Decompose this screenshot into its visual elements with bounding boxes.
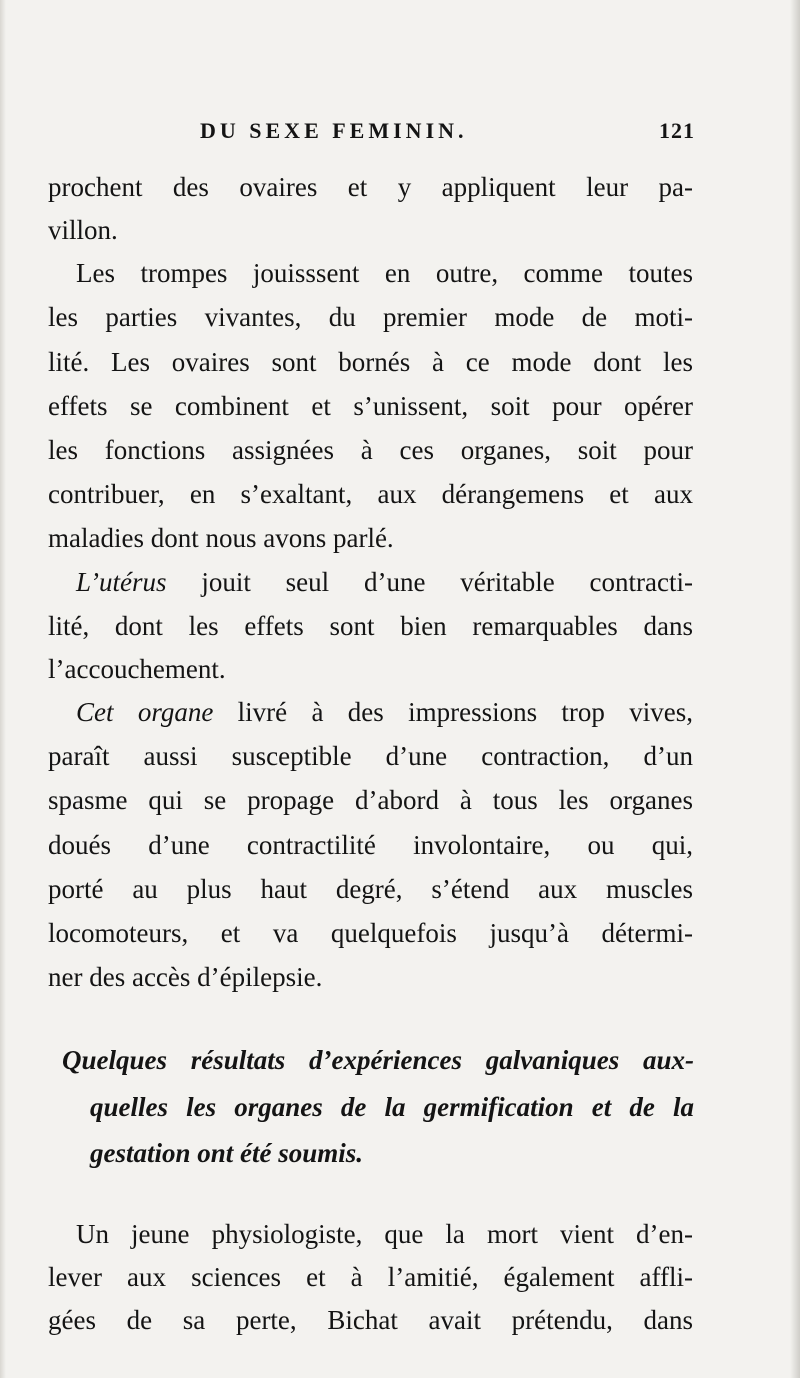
running-title: DU SEXE FEMININ.: [200, 118, 468, 143]
text-line: spasme qui se propage d’abord à tous les organes: [48, 785, 693, 815]
text-line: locomoteurs, et va quelquefois jusqu’à détermi-: [48, 918, 693, 948]
text-line: porté au plus haut degré, s’étend aux muscles: [48, 874, 693, 904]
text-line: lité, dont les effets sont bien remarquables dans: [48, 611, 693, 641]
text-line: [48, 692, 693, 732]
page-number: 121: [659, 118, 695, 143]
text-line: contribuer, en s’exaltant, aux dérangemens et aux: [48, 479, 693, 509]
text-line: lité. Les ovaires sont bornés à ce mode dont les: [48, 347, 693, 377]
text-line: effets se combinent et s’unissent, soit pour opérer: [48, 391, 693, 421]
text-line: paraît aussi susceptible d’une contraction, d’un: [48, 741, 693, 771]
text-line: ner des accès d’épilepsie.: [48, 962, 323, 992]
text-line: villon.: [48, 215, 118, 245]
text-line: prochent des ovaires et y appliquent leur pa-: [48, 172, 693, 202]
section-heading-line: Quelques résultats d’expériences galvaniques aux-: [62, 1045, 694, 1075]
text-line: les fonctions assignées à ces organes, soit pour: [48, 435, 693, 465]
text-line: doués d’une contractilité involontaire, ou qui,: [48, 830, 693, 860]
text-line: Les trompes jouisssent en outre, comme toutes: [76, 258, 693, 288]
section-heading-line: gestation ont été soumis.: [90, 1138, 364, 1168]
text-segment: jouit seul d’une véritable contracti-: [166, 567, 693, 597]
text-line: Un jeune physiologiste, que la mort vient d’en-: [76, 1219, 693, 1249]
page-gutter-shadow: [0, 0, 6, 1378]
text-line: l’accouchement.: [48, 654, 226, 684]
text-line: [48, 562, 693, 602]
text-line: les parties vivantes, du premier mode de moti-: [48, 302, 693, 332]
italic-lead: L’utérus: [76, 567, 167, 597]
text-line: maladies dont nous avons parlé.: [48, 523, 394, 553]
page-edge-shadow: [790, 0, 800, 1378]
text-line: gées de sa perte, Bichat avait prétendu, dans: [48, 1305, 693, 1335]
page-header: [200, 118, 695, 148]
text-line: lever aux sciences et à l’amitié, également affli-: [48, 1262, 693, 1292]
section-heading-line: quelles les organes de la germification et de la: [90, 1092, 694, 1122]
italic-lead: Cet organe: [76, 697, 214, 727]
text-segment: livré à des impressions trop vives,: [213, 697, 694, 727]
